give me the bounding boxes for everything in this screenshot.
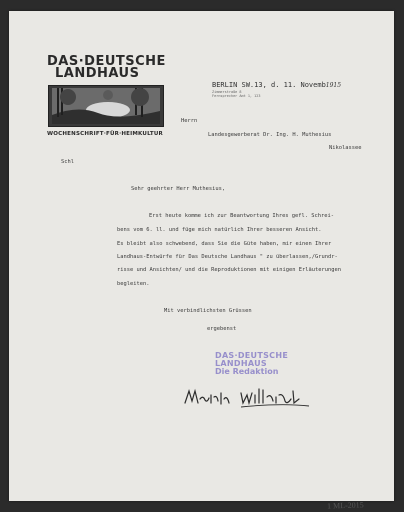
- recipient-name: Landesgewerberat Dr. Ing. H. Muthesius: [208, 132, 332, 138]
- letterhead-landscape-logo: [48, 85, 164, 127]
- letterhead-title: [47, 56, 165, 80]
- stamp-line-1: DAS·DEUTSCHE: [215, 351, 289, 360]
- body-line: bens vom 6. ll. und füge mich natürlich Ihrer besseren Ansicht.: [117, 227, 322, 233]
- body-line: Erst heute komme ich zur Beantwortung Ihres gefl. Schrei-: [149, 213, 334, 219]
- closing-line: Mit verbindlichsten Grüssen: [164, 308, 252, 314]
- reference-initials: Schl: [61, 159, 74, 165]
- place-and-date: [212, 81, 341, 89]
- recipient-city: Nikolassee: [329, 145, 362, 151]
- greeting: Sehr geehrter Herr Muthesius,: [131, 186, 226, 192]
- closing-ergebenst: ergebenst: [207, 326, 237, 332]
- handwritten-signature: [181, 383, 321, 413]
- letterhead-title-line2: LANDHAUS: [55, 66, 140, 81]
- editorial-stamp: [215, 352, 311, 376]
- letter-sheet: [9, 11, 394, 511]
- address-line-1: Zimmerstraße 8: [212, 90, 242, 94]
- body-line: begleiten.: [117, 281, 150, 287]
- body-line: risse und Ansichten/ und die Reproduktionen mit einigen Erläuterungen: [117, 267, 341, 273]
- letterhead-title-line1: DAS·DEUTSCHE: [47, 54, 166, 69]
- body-line: Es bleibt also schwebend, dass Sie die Güte haben, mir einen Ihrer: [117, 241, 332, 247]
- body-line: Landhaus-Entwürfe für Das Deutsche Landhaus " zu überlassen,/Grundr-: [117, 254, 338, 260]
- year-handwritten: 1915: [325, 82, 342, 89]
- archive-pencil-note: 1 ML-2015: [326, 500, 364, 511]
- letterhead-tagline: WOCHENSCHRIFT·FÜR·HEIMKULTUR: [47, 131, 163, 137]
- recipient-salutation: Herrn: [181, 118, 198, 124]
- letterhead-address: [212, 90, 260, 98]
- address-line-2: Fernsprecher Amt 1, 123: [212, 94, 261, 98]
- stamp-line-3: Die Redaktion: [215, 367, 279, 376]
- stamp-line-2: LANDHAUS: [215, 359, 267, 368]
- place-date-printed: BERLIN SW.13, d. 11. Novemb: [212, 81, 326, 89]
